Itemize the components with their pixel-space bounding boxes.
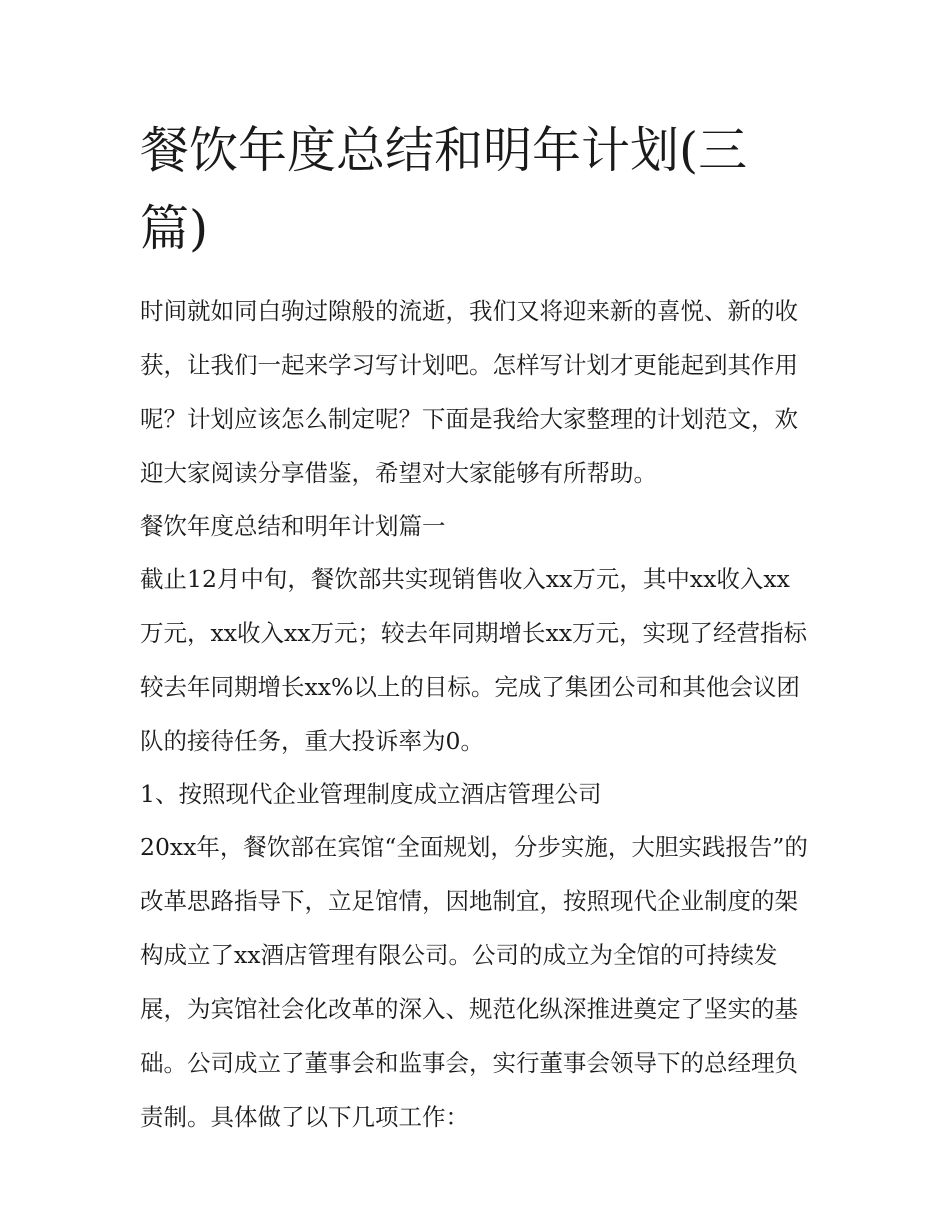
reform-paragraph: 20xx年，餐饮部在宾馆“全面规划，分步实施，大胆实践报告”的改革思路指导下，立足馆情，因地制宜，按照现代企业制度的架构成立了xx酒店管理有限公司。公司的成立为全馆的可持续发展，为宾馆社会化改革的深入、规范化纵深推进奠定了坚实的基础。公司成立了董事会和监事会，实行董事会领导下的总经理负责制。具体做了以下几项工作： bbox=[140, 833, 808, 1131]
sales-summary-paragraph: 截止12月中旬，餐饮部共实现销售收入xx万元，其中xx收入xx万元，xx收入xx万元；较去年同期增长xx万元，实现了经营指标较去年同期增长xx%以上的目标。完成了集团公司和其他会议团队的接待任务，重大投诉率为0。 bbox=[140, 565, 808, 755]
item-heading: 1、按照现代企业管理制度成立酒店管理公司 bbox=[140, 780, 602, 808]
document-page bbox=[140, 112, 812, 1144]
document-title: 餐饮年度总结和明年计划(三篇) bbox=[140, 122, 748, 257]
document-body bbox=[140, 284, 812, 1144]
section-heading: 餐饮年度总结和明年计划篇一 bbox=[140, 512, 446, 540]
intro-paragraph: 时间就如同白驹过隙般的流逝，我们又将迎来新的喜悦、新的收获，让我们一起来学习写计划吧。怎样写计划才更能起到其作用呢？计划应该怎么制定呢？下面是我给大家整理的计划范文，欢迎大家阅读分享借鉴，希望对大家能够有所帮助。 bbox=[140, 297, 798, 487]
